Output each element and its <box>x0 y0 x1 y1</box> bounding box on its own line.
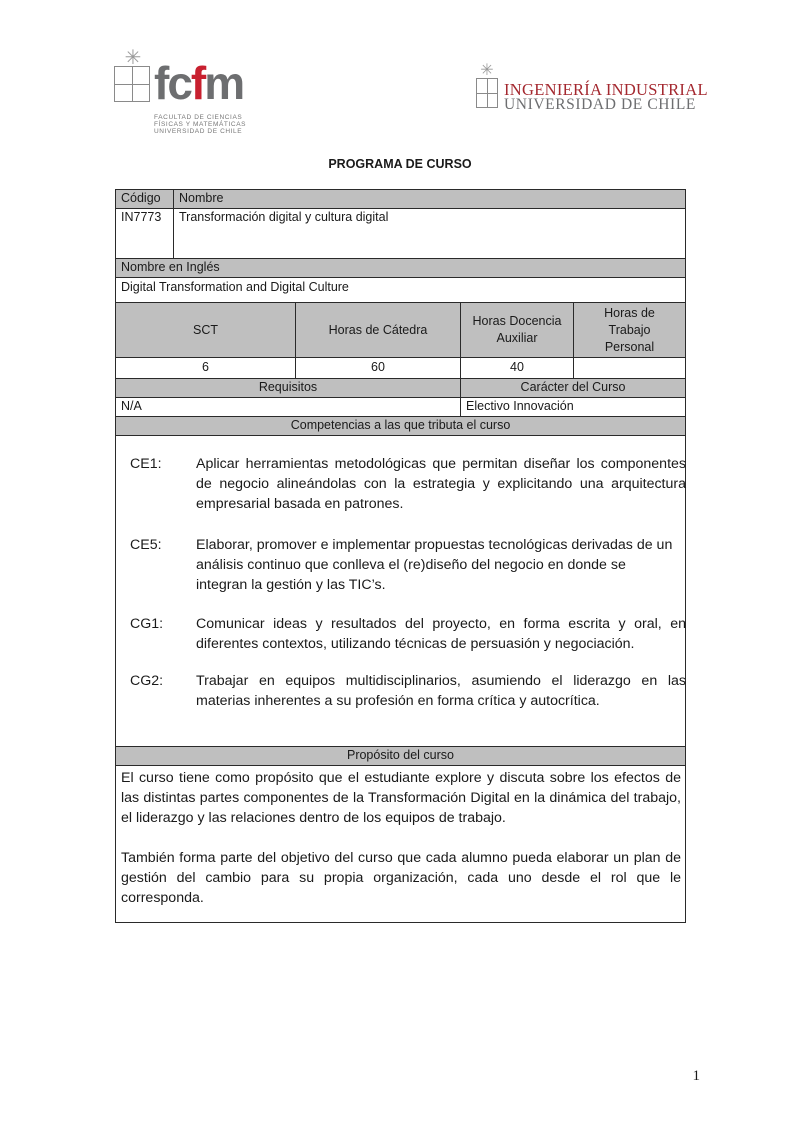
fcfm-wordmark: fcfm <box>154 57 244 109</box>
competencies-label: Competencias a las que tributa el curso <box>116 416 685 435</box>
sct-value: 6 <box>116 357 295 378</box>
sct-header: SCT <box>116 302 295 357</box>
purpose-body <box>116 765 685 922</box>
fcfm-logo <box>112 46 252 136</box>
university-crest-icon: ✳ <box>112 48 154 104</box>
competency-code: CG1: <box>130 616 164 632</box>
competency-code: CE5: <box>130 537 162 553</box>
lecture-hours-value: 60 <box>295 357 460 378</box>
purpose-label: Propósito del curso <box>116 746 685 765</box>
competency-text: Trabajar en equipos multidisciplinarios, asumiendo el liderazgo en las materias inherentes a su profesión en forma crítica y autocrítica. <box>196 673 686 709</box>
ingenieria-industrial-logo <box>474 62 708 114</box>
fcfm-subtitle: FACULTAD DE CIENCIAS FÍSICAS Y MATEMÁTICAS UNIVERSIDAD DE CHILE <box>154 114 247 135</box>
english-name-label: Nombre en Inglés <box>116 258 685 277</box>
personal-work-hours-header: Horas de Trabajo Personal <box>573 302 685 357</box>
course-code: IN7773 <box>116 208 173 258</box>
competency-item <box>130 454 686 514</box>
competency-item <box>130 614 686 654</box>
english-name: Digital Transformation and Digital Culture <box>116 277 685 302</box>
ii-logo-subtitle: UNIVERSIDAD DE CHILE <box>504 96 696 113</box>
character-label: Carácter del Curso <box>460 378 685 397</box>
requirements-value: N/A <box>116 397 460 416</box>
auxiliary-hours-header: Horas Docencia Auxiliar <box>460 302 573 357</box>
page-title: PROGRAMA DE CURSO <box>328 157 472 171</box>
competency-item <box>130 671 686 711</box>
course-name: Transformación digital y cultura digital <box>173 208 685 258</box>
lecture-hours-header: Horas de Cátedra <box>295 302 460 357</box>
course-program-table <box>115 189 686 923</box>
code-label: Código <box>116 190 173 208</box>
competencies-body <box>116 435 685 746</box>
competency-text: Aplicar herramientas metodológicas que permitan diseñar los componentes de negocio alineándolas con la estrategia y explicitando una arquitectura empresarial basada en patrones. <box>196 456 686 512</box>
university-crest-icon: ✳ <box>474 64 500 110</box>
competency-text: Comunicar ideas y resultados del proyecto, en forma escrita y oral, en diferentes contextos, utilizando técnicas de persuasión y negociación. <box>196 616 686 652</box>
character-value: Electivo Innovación <box>460 397 685 416</box>
purpose-paragraph: El curso tiene como propósito que el estudiante explore y discuta sobre los efectos de las distintas partes componentes de la Transformación Digital en la dinámica del trabajo, el liderazgo y las relaciones dentro de los equipos de trabajo. <box>121 770 681 826</box>
auxiliary-hours-value: 40 <box>460 357 573 378</box>
ii-logo-title: INGENIERÍA INDUSTRIAL <box>504 80 708 99</box>
requirements-label: Requisitos <box>116 378 460 397</box>
competency-code: CE1: <box>130 456 162 472</box>
page-number: 1 <box>692 1068 700 1084</box>
competency-item <box>130 535 672 595</box>
competency-code: CG2: <box>130 673 164 689</box>
name-label: Nombre <box>173 190 685 208</box>
purpose-paragraph: También forma parte del objetivo del curso que cada alumno pueda elaborar un plan de gestión del cambio para su propia organización, cada uno desde el rol que le corresponda. <box>121 850 681 906</box>
personal-work-hours-value <box>573 357 685 378</box>
competency-text: Elaborar, promover e implementar propuestas tecnológicas derivadas de un análisis continuo que conlleva el (re)diseño del negocio en donde se integran la gestión y las TIC’s. <box>196 537 673 593</box>
